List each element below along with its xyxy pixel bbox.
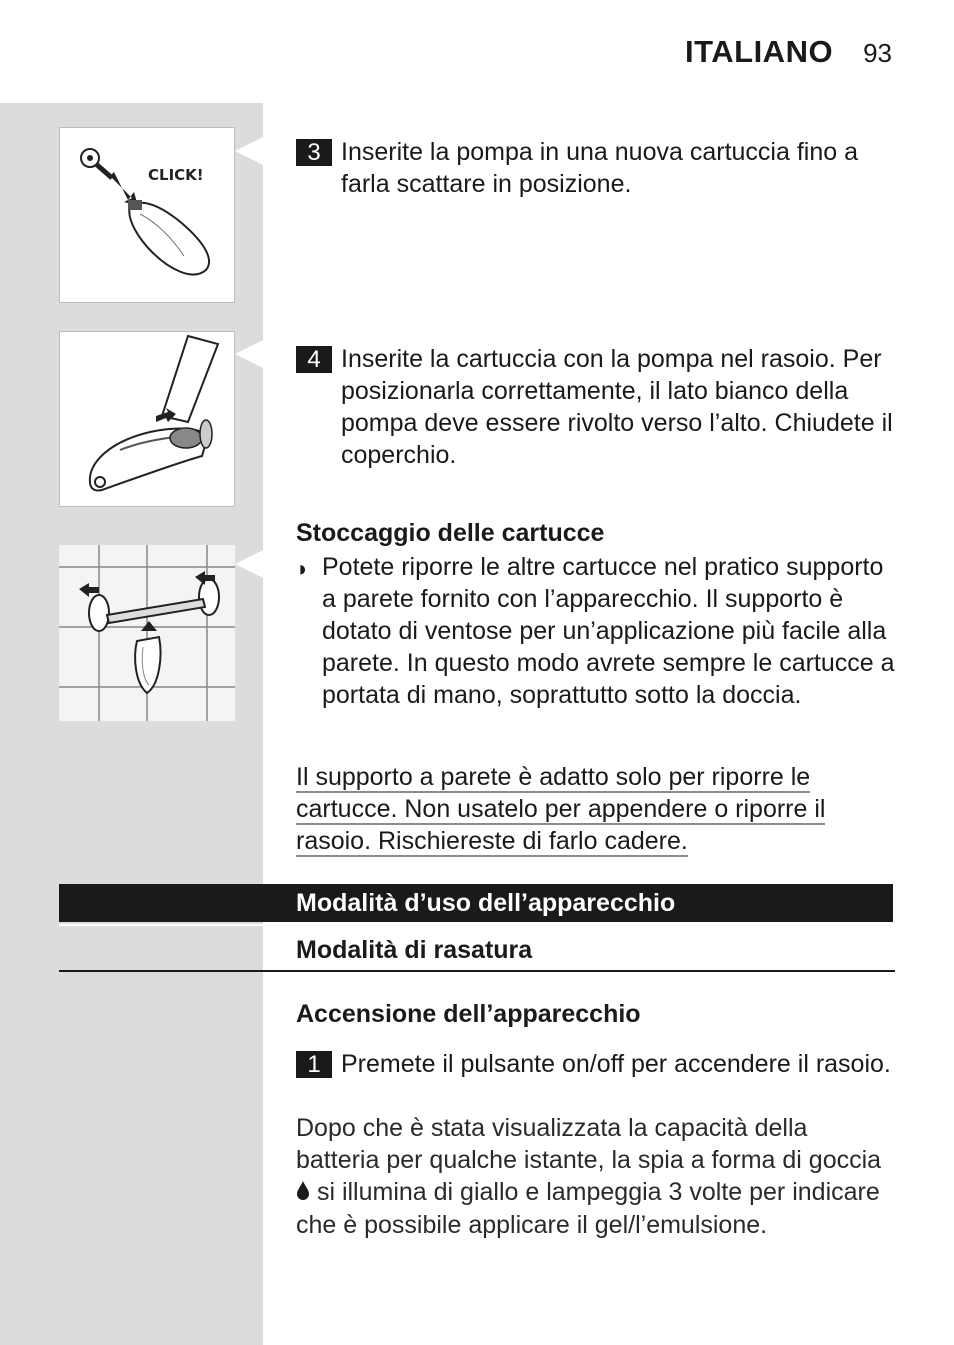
wall-holder-illustration bbox=[59, 545, 235, 721]
cartridge-insert-illustration bbox=[59, 331, 235, 507]
section-title-bar bbox=[59, 884, 893, 922]
pump-click-illustration bbox=[59, 127, 235, 303]
step-1 bbox=[296, 1048, 896, 1080]
subsection-title: Modalità di rasatura bbox=[296, 936, 533, 964]
storage-heading: Stoccaggio delle cartucce bbox=[296, 519, 605, 547]
click-label: CLICK! bbox=[148, 166, 204, 184]
storage-note-text: Il supporto a parete è adatto solo per riporre le cartucce. Non usatelo per appendere o riporre il rasoio. Rischiereste di farlo cadere. bbox=[296, 763, 826, 855]
step-number-badge: 1 bbox=[296, 1051, 332, 1078]
step-text: Premete il pulsante on/off per accendere il rasoio. bbox=[341, 1050, 891, 1078]
section-title: Modalità d’uso dell’apparecchio bbox=[296, 889, 676, 917]
callout-pointer bbox=[235, 550, 263, 578]
bullet-icon: ◗ bbox=[296, 556, 310, 581]
page-header bbox=[685, 34, 892, 70]
step-4 bbox=[296, 343, 896, 471]
storage-bullet bbox=[296, 551, 896, 711]
divider bbox=[59, 924, 263, 926]
page-number: 93 bbox=[863, 38, 892, 68]
language-title: ITALIANO bbox=[685, 34, 834, 69]
step-3 bbox=[296, 136, 896, 200]
paragraph-before: Dopo che è stata visualizzata la capacità della batteria per qualche istante, la spia a forma di goccia bbox=[296, 1114, 882, 1174]
step-text: Inserite la pompa in una nuova cartuccia fino a farla scattare in posizione. bbox=[341, 138, 858, 198]
water-drop-icon bbox=[296, 1177, 310, 1209]
storage-note bbox=[296, 761, 896, 857]
callout-pointer bbox=[235, 137, 263, 165]
paragraph-after: si illumina di giallo e lampeggia 3 volte per indicare che è possibile applicare il gel/l’emulsione. bbox=[296, 1178, 880, 1239]
info-paragraph bbox=[296, 1112, 896, 1241]
step-number-badge: 3 bbox=[296, 139, 332, 166]
callout-pointer bbox=[235, 340, 263, 368]
step-number-badge: 4 bbox=[296, 346, 332, 373]
switch-on-heading: Accensione dell’apparecchio bbox=[296, 1000, 641, 1028]
storage-text: Potete riporre le altre cartucce nel pratico supporto a parete fornito con l’apparecchio. Il supporto è dotato di ventose per un’applicazione più facile alla parete. In questo modo avrete sempre le cartucce a portata di mano, soprattutto sotto la doccia. bbox=[322, 553, 895, 709]
step-text: Inserite la cartuccia con la pompa nel rasoio. Per posizionarla correttamente, il lato bianco della pompa deve essere rivolto verso l’alto. Chiudete il coperchio. bbox=[341, 345, 893, 469]
divider bbox=[59, 970, 895, 972]
